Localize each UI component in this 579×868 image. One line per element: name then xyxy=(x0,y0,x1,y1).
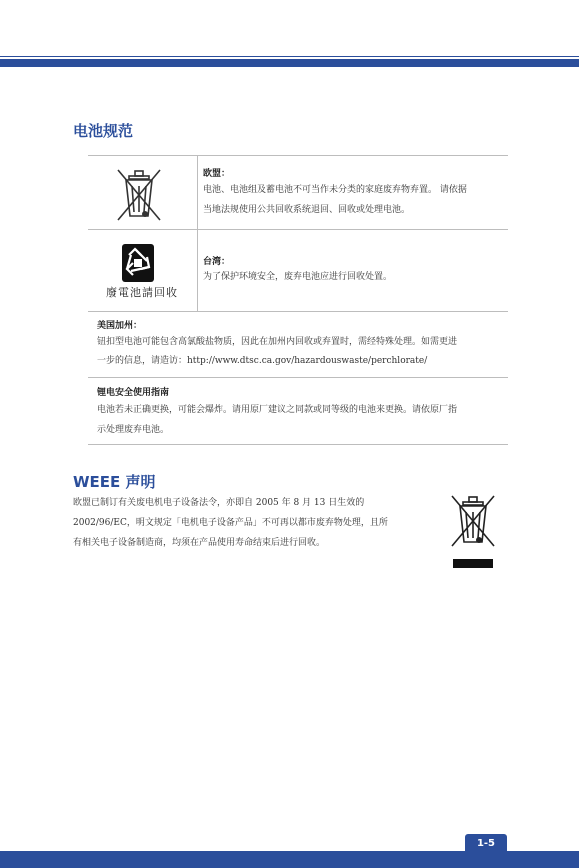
eu-text-line1: 电池、电池组及蓄电池不可当作未分类的家庭废弃物弃置。 请依据 xyxy=(203,185,467,195)
taiwan-label: 台湾： xyxy=(203,257,231,267)
lithium-text-line1: 电池若未正确更换，可能会爆炸。请用原厂建议之同款或同等级的电池来更换。请依原厂指 xyxy=(97,405,458,415)
lithium-text-line2: 示处理废弃电池。 xyxy=(97,425,170,435)
weee-bin-icon xyxy=(448,492,498,568)
eu-label: 欧盟： xyxy=(203,169,231,179)
recycle-battery-icon xyxy=(121,243,155,283)
weee-text-line2: 2002/96/EC，明文规定「电机电子设备产品」不可再以都市废弃物处理，且所 xyxy=(73,518,388,528)
recycle-logo-caption: 廢電池請回收 xyxy=(106,286,178,299)
weee-text-line3: 有相关电子设备制造商，均须在产品使用寿命结束后进行回收。 xyxy=(73,538,326,548)
weee-text-line1: 欧盟已制订有关废电机电子设备法令，亦即自 2005 年 8 月 13 日生效的 xyxy=(73,498,365,508)
lithium-label: 锂电安全使用指南 xyxy=(97,388,170,398)
table-rule-vertical xyxy=(197,155,198,311)
battery-heading: 电池规范 xyxy=(73,122,134,140)
table-rule-bottom xyxy=(88,444,508,445)
table-rule xyxy=(88,311,508,312)
table-rule xyxy=(88,229,508,230)
table-rule xyxy=(88,377,508,378)
weee-heading: WEEE 声明 xyxy=(73,473,156,491)
california-label: 美国加州： xyxy=(97,321,143,331)
footer-bar xyxy=(0,851,579,868)
page-number: 1-5 xyxy=(465,834,507,852)
header-bar xyxy=(0,59,579,67)
california-text-line2: 一步的信息，请造访：http://www.dtsc.ca.gov/hazardouswaste/perchlorate/ xyxy=(97,356,428,366)
table-rule-top xyxy=(88,155,508,156)
california-text-line1: 钮扣型电池可能包含高氯酸盐物质，因此在加州内回收或弃置时，需经特殊处理。如需更进 xyxy=(97,337,458,347)
eu-text-line2: 当地法规使用公共回收系统退回、回收或处理电池。 xyxy=(203,205,411,215)
crossed-bin-icon xyxy=(112,166,166,224)
taiwan-text: 为了保护环境安全，废弃电池应进行回收处置。 xyxy=(203,272,393,282)
header-rule-thin xyxy=(0,56,579,57)
